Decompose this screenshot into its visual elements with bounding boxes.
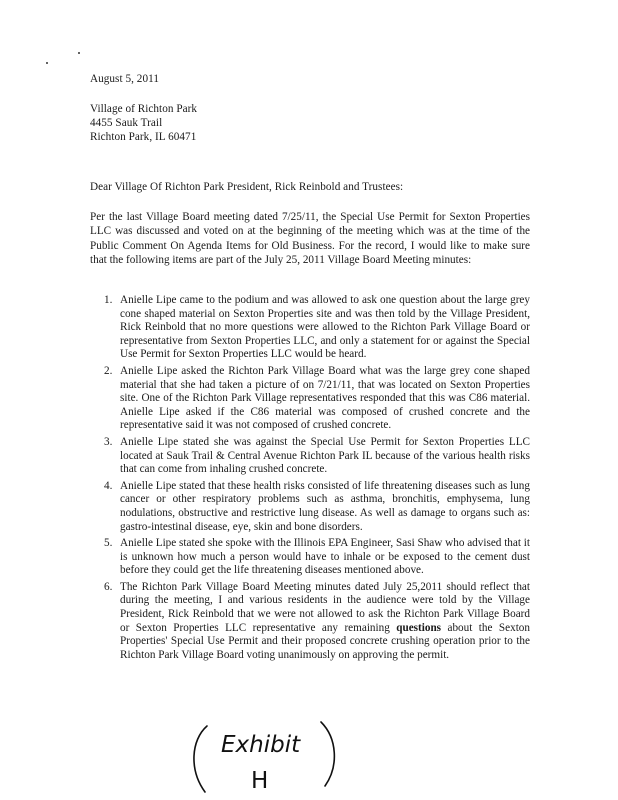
recipient-name: Village of Richton Park — [90, 103, 198, 115]
exhibit-right-paren — [321, 722, 334, 786]
list-item — [90, 365, 530, 433]
item-number: 5. — [104, 537, 113, 550]
list-item — [90, 436, 530, 477]
list-item — [90, 480, 530, 534]
item-text: Anielle Lipe stated that these health risks consisted of life threatening diseases such as lung cancer or other respiratory problems such as asthma, bronchitis, emphysema, lung nodulations, obstructive and restrictive lung disease. As well as damage to organs such as: gastro-intestinal disease, eye, skin and bone disorders. — [120, 479, 530, 533]
item-text: Anielle Lipe came to the podium and was allowed to ask one question about the large grey cone shaped material on Sexton Properties site and was then told by the Village President, Rick Reinbold that no more questions were allowed to the Richton Park Village Board or representative from Sexton Properties LLC, and only a statement for or against the Special Use Permit for Sexton Properties LLC would be heard. — [120, 294, 530, 361]
item-text: Anielle Lipe stated she was against the Special Use Permit for Sexton Properties LLC located at Sauk Trail & Central Avenue Richton Park IL because of the various health risks that can come from inhaling crushed concrete. — [120, 435, 530, 476]
recipient-city: Richton Park, IL 60471 — [90, 131, 197, 143]
intro-paragraph: Per the last Village Board meeting dated 7/25/11, the Special Use Permit for Sexton Properties LLC was discussed and voted on at the beginning of the meeting which was at the time of the Public Comment On Agenda Items for Old Business. For the record, I would like to make sure that the following items are part of the July 25, 2011 Village Board Meeting minutes: — [90, 211, 530, 267]
scan-speck — [46, 62, 48, 64]
item-text-bold: questions — [396, 621, 442, 634]
item-text: Anielle Lipe stated she spoke with the Illinois EPA Engineer, Sasi Shaw who advised that it is unknown how much a person would have to inhale or be exposed to the cement dust before they could get the life threatening diseases mentioned above. — [120, 537, 530, 577]
item-number: 4. — [104, 479, 113, 492]
list-item — [90, 294, 530, 362]
exhibit-stamp — [185, 718, 345, 798]
item-text-after: about the Sexton Properties' Special Use Permit and their proposed concrete crushing operation prior to the Richton Park Village Board voting unanimously on approving the permit. — [120, 621, 530, 661]
scan-speck — [78, 52, 80, 54]
exhibit-label: Exhibit — [221, 732, 301, 758]
item-number: 2. — [104, 364, 113, 377]
recipient-street: 4455 Sauk Trail — [90, 117, 163, 129]
exhibit-left-paren — [194, 726, 207, 792]
item-number: 1. — [104, 294, 113, 306]
list-item — [90, 581, 530, 663]
item-number: 3. — [104, 435, 113, 448]
minutes-items-list — [90, 294, 530, 665]
exhibit-letter: H — [251, 768, 269, 794]
item-text: Anielle Lipe asked the Richton Park Village Board what was the large grey cone shaped material that she had taken a picture of on 7/21/11, that was located on Sexton Properties site. One of the Richton Park Village representatives responded that this was C86 material. Anielle Lipe asked if the C86 material was composed of crushed concrete and the representative said it was not composed of crushed concrete. — [120, 364, 530, 432]
item-number: 6. — [104, 580, 113, 593]
letter-date: August 5, 2011 — [90, 73, 159, 85]
salutation: Dear Village Of Richton Park President, Rick Reinbold and Trustees: — [90, 181, 404, 193]
list-item — [90, 537, 530, 578]
item-text-before: The Richton Park Village Board Meeting minutes dated July 25,2011 should reflect that during the meeting, I and various residents in the audience were told by the Village President, Rick Reinbold that we were not allowed to ask the Richton Park Village Board or Sexton Properties LLC representative any remaining — [120, 580, 530, 634]
